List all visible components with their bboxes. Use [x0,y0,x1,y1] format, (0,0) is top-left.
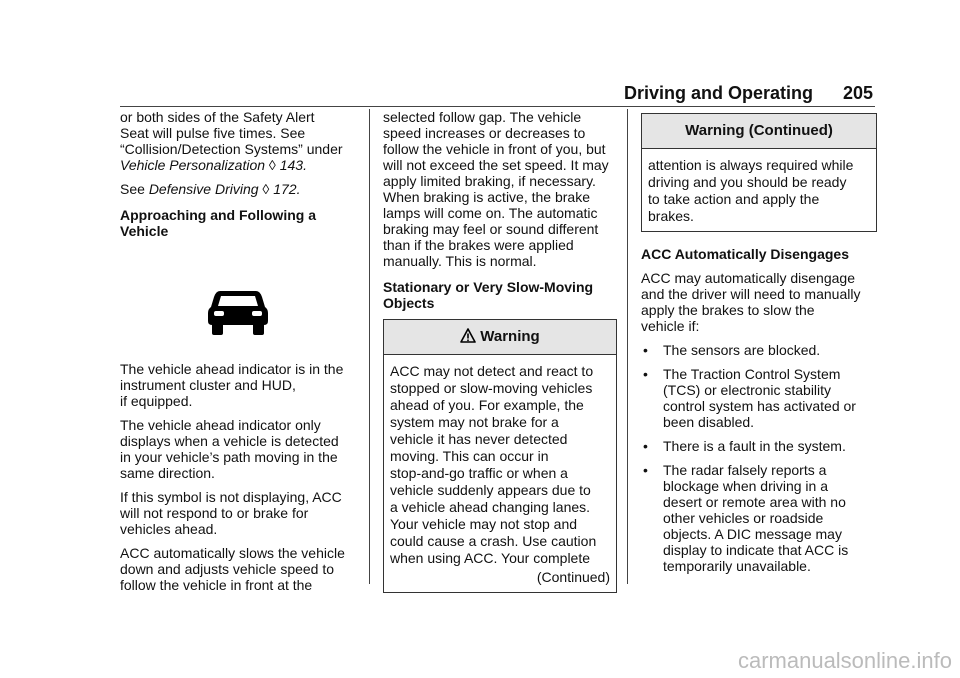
bullet-icon: • [643,438,648,454]
paragraph: ACC automatically slows the vehicle down and adjusts vehicle speed to follow the vehicle in front at the [120,545,345,593]
text-line: Seat will pulse five times. See [120,125,306,141]
paragraph: ACC may automatically disengage and the driver will need to manually apply the brakes to slow the vehicle if: [641,270,861,334]
bullet-icon: • [643,462,648,478]
paragraph: The vehicle ahead indicator only displays when a vehicle is detected in your vehicle’s path moving in the same direction. [120,417,339,481]
list-item: • The radar falsely reports a blockage when driving in a desert or remote area with no other vehicles or roadside objects. A DIC message may display to indicate that ACC is temporarily unavailable. [643,462,849,574]
vehicle-ahead-icon [208,287,268,335]
page-ref-icon: ◊ [262,181,270,197]
paragraph: The vehicle ahead indicator is in the instrument cluster and HUD, if equipped. [120,361,344,409]
column-divider-1 [369,109,370,584]
bullet-icon: • [643,342,648,358]
text-line: “Collision/Detection Systems” under [120,141,343,157]
text-line: or both sides of the Safety Alert [120,109,315,125]
warning-triangle-icon [460,328,476,344]
list-item: • The sensors are blocked. [643,342,821,358]
intro-paragraph [120,109,358,173]
section-heading: ACC Automatically Disengages [641,246,849,262]
warning-box [383,319,617,593]
column-divider-2 [627,109,628,584]
list-item: • There is a fault in the system. [643,438,846,454]
reference-page[interactable]: 172 [273,181,297,197]
paragraph: If this symbol is not displaying, ACC will not respond to or brake for vehicles ahead. [120,489,342,537]
warning-body: attention is always required while driving and you should be ready to take action and apply the brakes. [648,157,854,224]
page-ref-icon: ◊ [268,157,276,173]
see-label: See [120,181,145,197]
column-2 [383,109,617,593]
reference-title[interactable]: Defensive Driving [148,181,259,197]
reference-page[interactable]: 143 [279,157,304,173]
section-heading: Approaching and Following a Vehicle [120,207,316,239]
column-1 [120,109,358,601]
section-heading: Stationary or Very Slow-Moving Objects [383,279,594,311]
section-title: Driving and Operating [623,83,813,103]
page-number: 205 [842,83,873,103]
warning-box-continued [641,113,877,232]
see-also-paragraph: See Defensive Driving ◊ 172. [120,181,301,197]
warning-title: Warning [384,320,616,355]
watermark: carmanualsonline.info [737,648,952,673]
list-item: • The Traction Control System (TCS) or electronic stability control system has activated or been disabled. [643,366,856,430]
reference-title[interactable]: Vehicle Personalization [120,157,266,173]
cross-reference[interactable]: Vehicle Personalization ◊ 143. [120,157,307,173]
column-3 [641,109,877,582]
warning-title: Warning (Continued) [642,114,876,149]
continued-label: (Continued) [536,569,610,585]
paragraph: selected follow gap. The vehicle speed increases or decreases to follow the vehicle in front of you, but will not exceed the set speed. It may apply limited braking, if necessary. When braking is active, the brake lamps will come on. The automatic braking may feel or sound different than if the brakes were applied manually. This is normal. [383,109,609,269]
warning-body: ACC may not detect and react to stopped or slow-moving vehicles ahead of you. For example, the system may not brake for a vehicle it has never detected moving. This can occur in stop-and-go traffic or when a vehicle suddenly appears due to a vehicle ahead changing lanes. Your vehicle may not stop and could cause a crash. Use caution when using ACC. Your complete (Continued) [390,363,610,585]
page-header [120,80,875,107]
bullet-icon: • [643,366,648,382]
